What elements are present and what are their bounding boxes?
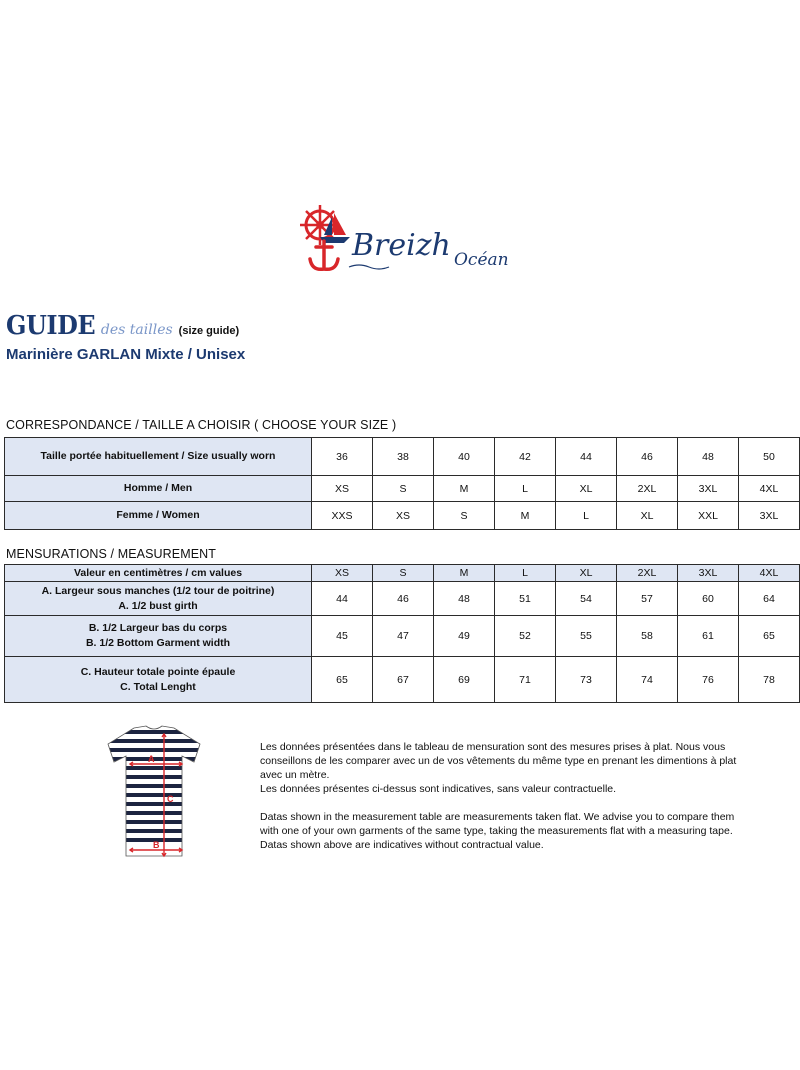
row-label-fr: C. Hauteur totale pointe épaule bbox=[80, 665, 236, 678]
table-cell: L bbox=[556, 502, 617, 530]
table-cell: 46 bbox=[617, 438, 678, 476]
row-label: Homme / Men bbox=[5, 476, 312, 502]
note-fr-2: Les données présentes ci-dessus sont indicatives, sans valeur contractuelle. bbox=[260, 783, 617, 795]
table-cell: 48 bbox=[434, 582, 495, 616]
table-cell: 65 bbox=[312, 657, 373, 703]
measurement-notes bbox=[260, 740, 740, 852]
table-cell: 38 bbox=[373, 438, 434, 476]
row-label-en: C. Total Lenght bbox=[120, 680, 196, 693]
table-cell: S bbox=[434, 502, 495, 530]
table-cell: 78 bbox=[739, 657, 800, 703]
table-cell: 61 bbox=[678, 616, 739, 657]
table-cell: M bbox=[434, 476, 495, 502]
table-cell: 46 bbox=[373, 582, 434, 616]
table-cell: 49 bbox=[434, 616, 495, 657]
table-cell: L bbox=[495, 476, 556, 502]
marker-a-label: A bbox=[148, 754, 155, 764]
table-cell: 2XL bbox=[617, 476, 678, 502]
guide-subtitle: des tailles bbox=[100, 322, 173, 338]
table-cell: 44 bbox=[312, 582, 373, 616]
table-cell: 55 bbox=[556, 616, 617, 657]
table-cell: 64 bbox=[739, 582, 800, 616]
column-header: 3XL bbox=[678, 565, 739, 582]
brand-logo bbox=[294, 205, 534, 285]
column-header: 4XL bbox=[739, 565, 800, 582]
row-label bbox=[5, 657, 312, 703]
table-row bbox=[5, 438, 800, 476]
table-row bbox=[5, 616, 800, 657]
correspondance-table bbox=[4, 437, 800, 530]
table-row bbox=[5, 657, 800, 703]
table-cell: 47 bbox=[373, 616, 434, 657]
table-row bbox=[5, 582, 800, 616]
note-en-2: Datas shown above are indicatives without contractual value. bbox=[260, 839, 544, 851]
anchor-icon bbox=[310, 241, 338, 269]
tshirt-illustration bbox=[104, 722, 204, 862]
table-cell: 74 bbox=[617, 657, 678, 703]
note-fr-1: Les données présentées dans le tableau de mensuration sont des mesures prises à plat. Nous vous conseillons de les comparer avec un de vos vêtements du même type en prenant les dimentions à plat avec un mètre. bbox=[260, 741, 737, 781]
table-cell: XL bbox=[617, 502, 678, 530]
table-cell: 67 bbox=[373, 657, 434, 703]
table-cell: 65 bbox=[739, 616, 800, 657]
column-header: XL bbox=[556, 565, 617, 582]
table-cell: 3XL bbox=[739, 502, 800, 530]
marker-c-label: C bbox=[167, 794, 174, 804]
row-label-fr: A. Largeur sous manches (1/2 tour de poitrine) bbox=[41, 584, 275, 597]
guide-word: GUIDE bbox=[6, 311, 96, 341]
table-cell: 42 bbox=[495, 438, 556, 476]
table-cell: XL bbox=[556, 476, 617, 502]
row-label-en: B. 1/2 Bottom Garment width bbox=[85, 637, 231, 649]
header-label: Valeur en centimètres / cm values bbox=[5, 565, 312, 582]
row-label: Taille portée habituellement / Size usually worn bbox=[5, 438, 312, 476]
note-en-1: Datas shown in the measurement table are measurements taken flat. We advise you to compare them with one of your own garments of the same type, taking the measurements flat with a measuring tape. bbox=[260, 811, 735, 837]
guide-heading bbox=[6, 311, 239, 341]
marker-b-label: B bbox=[153, 840, 160, 850]
table-row bbox=[5, 502, 800, 530]
brand-name-part2: Océan bbox=[454, 250, 509, 270]
measurement-title: MENSURATIONS / MEASUREMENT bbox=[6, 547, 217, 561]
table-cell: 54 bbox=[556, 582, 617, 616]
column-header: S bbox=[373, 565, 434, 582]
correspondance-title: CORRESPONDANCE / TAILLE A CHOISIR ( CHOOSE YOUR SIZE ) bbox=[6, 418, 397, 432]
table-cell: 36 bbox=[312, 438, 373, 476]
column-header: M bbox=[434, 565, 495, 582]
row-label bbox=[5, 582, 312, 616]
measurement-table bbox=[4, 564, 800, 703]
row-label bbox=[5, 616, 312, 657]
table-cell: 45 bbox=[312, 616, 373, 657]
table-cell: 58 bbox=[617, 616, 678, 657]
column-header: 2XL bbox=[617, 565, 678, 582]
column-header: XS bbox=[312, 565, 373, 582]
table-cell: 52 bbox=[495, 616, 556, 657]
table-cell: S bbox=[373, 476, 434, 502]
table-cell: XS bbox=[373, 502, 434, 530]
table-cell: 44 bbox=[556, 438, 617, 476]
table-cell: 76 bbox=[678, 657, 739, 703]
row-label-en: A. 1/2 bust girth bbox=[118, 599, 198, 612]
table-cell: XXL bbox=[678, 502, 739, 530]
table-cell: 71 bbox=[495, 657, 556, 703]
table-cell: 69 bbox=[434, 657, 495, 703]
table-cell: 51 bbox=[495, 582, 556, 616]
table-cell: XXS bbox=[312, 502, 373, 530]
column-header: L bbox=[495, 565, 556, 582]
guide-english: (size guide) bbox=[178, 325, 240, 337]
table-cell: 50 bbox=[739, 438, 800, 476]
table-cell: M bbox=[495, 502, 556, 530]
table-cell: 48 bbox=[678, 438, 739, 476]
table-header-row bbox=[5, 565, 800, 582]
row-label: Femme / Women bbox=[5, 502, 312, 530]
row-label-fr: B. 1/2 Largeur bas du corps bbox=[88, 622, 228, 634]
product-title: Marinière GARLAN Mixte / Unisex bbox=[6, 346, 246, 363]
table-cell: 4XL bbox=[739, 476, 800, 502]
table-cell: 57 bbox=[617, 582, 678, 616]
brand-name-part1: Breizh bbox=[352, 228, 451, 263]
table-cell: XS bbox=[312, 476, 373, 502]
table-row bbox=[5, 476, 800, 502]
table-cell: 40 bbox=[434, 438, 495, 476]
table-cell: 60 bbox=[678, 582, 739, 616]
table-cell: 3XL bbox=[678, 476, 739, 502]
table-cell: 73 bbox=[556, 657, 617, 703]
